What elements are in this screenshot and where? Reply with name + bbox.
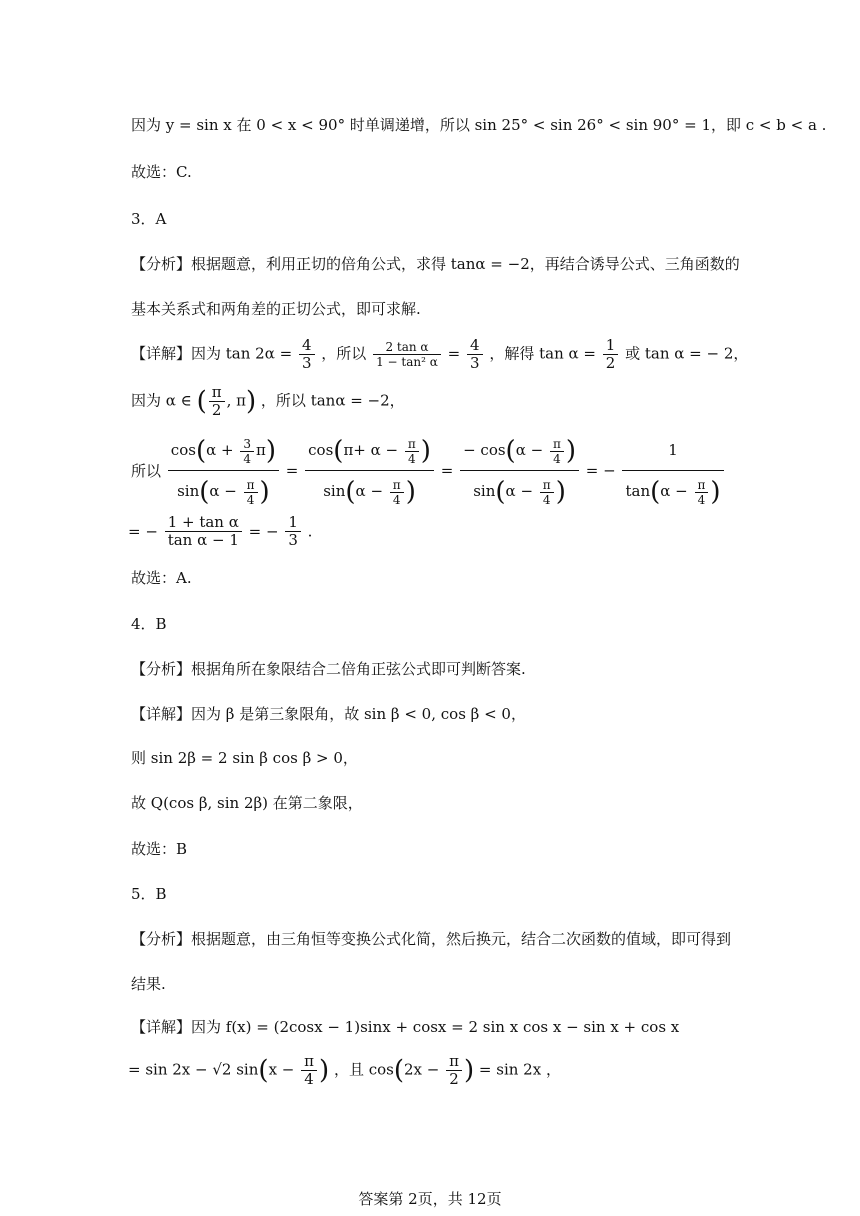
choice-line: 故选：C. [131,163,192,181]
fraction: $\frac{4}{3}$ [299,337,315,372]
analysis-line: 结果. [131,975,166,993]
equation-chain: 所以 cos(α + $\frac{3}{4}$ π) sin(α − $\frac{\pi}{4}$ ) = cos(π+ α − $\frac{\pi}{4}$ ) sin(α − $\frac{\pi}{4}$ ) = − cos(α − $\frac{\pi}{4}$ ) sin(α − $\frac{\pi}{4}$ ) = − 1 tan(α − $\frac{\pi}{4}$ ) [131,430,726,511]
detail-line: 【详解】因为 β 是第三象限角，故 sin β < 0, cos β < 0， [131,705,526,723]
detail-text: 【详解】因为 tan 2α = [131,344,293,363]
detail-line: 【详解】因为 tan 2α = $\frac{4}{3}$ ，所以 $\frac{\text{2 tan α}}{\text{1 − tan² α}}$ = $\frac{4}{3}$ ，解得 tan α = $\frac{1}{2}$ 或 tan α = − 2， [131,336,749,372]
question-number: 3．A [131,210,167,228]
detail-line: = sin 2x − √2 sin(x − $\frac{\pi}{4}$ ) ，且 cos(2x − $\frac{\pi}{2}$ ) = sin 2x ， [128,1052,561,1088]
detail-text: 或 tan α = − 2， [625,344,749,363]
fraction: $\frac{1}{3}$ [285,514,301,549]
fraction: − cos(α − $\frac{\pi}{4}$ ) sin(α − $\frac{\pi}{4}$ ) [460,430,579,511]
question-number: 5．B [131,885,167,903]
detail-text: ，解得 tan α = [489,344,596,363]
analysis-line: 基本关系式和两角差的正切公式，即可求解. [131,300,421,318]
fraction: $\frac{\text{1 + tan α}}{\text{tan α − 1}}$ [165,514,242,549]
detail-line: 【详解】因为 f(x) = (2cosx − 1)sinx + cosx = 2 sin x cos x − sin x + cos x [131,1018,680,1036]
detail-line: 因为 α ∈ ( $\frac{\pi}{2}$ , π) ，所以 tanα = −2， [131,383,405,419]
question-number: 4．B [131,615,167,633]
equation-result: = − $\frac{\text{1 + tan α}}{\text{tan α − 1}}$ = − $\frac{1}{3}$ . [128,513,313,549]
fraction: $\frac{\text{2 tan α}}{\text{1 − tan² α}}$ [373,340,441,369]
fraction: $\frac{\pi}{2}$ [209,384,225,419]
fraction: cos(π+ α − $\frac{\pi}{4}$ ) sin(α − $\frac{\pi}{4}$ ) [305,430,434,511]
page-footer: 答案第 2页，共 12页 [358,1190,502,1208]
fraction: $\frac{\pi}{4}$ [301,1053,317,1088]
analysis-line: 【分析】根据角所在象限结合二倍角正弦公式即可判断答案. [131,660,526,678]
fraction: $\frac{\pi}{2}$ [446,1053,462,1088]
fraction: $\frac{1}{2}$ [603,337,619,372]
detail-line: 故 Q(cos β, sin 2β) 在第二象限， [131,794,363,812]
analysis-line: 【分析】根据题意，利用正切的倍角公式，求得 tanα = −2，再结合诱导公式、三角函数的 [131,255,740,273]
fraction: 1 tan(α − $\frac{\pi}{4}$ ) [622,430,723,511]
fraction: cos(α + $\frac{3}{4}$ π) sin(α − $\frac{\pi}{4}$ ) [168,430,279,511]
analysis-line: 【分析】根据题意，由三角恒等变换公式化简，然后换元，结合二次函数的值域，即可得到 [131,930,732,948]
detail-line: 则 sin 2β = 2 sin β cos β > 0， [131,749,358,767]
choice-line: 故选：B [131,840,188,858]
choice-line: 故选：A. [131,569,192,587]
detail-text: ，所以 [321,344,367,363]
text-line: 因为 y = sin x 在 0 < x < 90° 时单调递增，所以 sin 25° < sin 26° < sin 90° = 1，即 c < b < a . [131,116,827,134]
fraction: $\frac{4}{3}$ [467,337,483,372]
